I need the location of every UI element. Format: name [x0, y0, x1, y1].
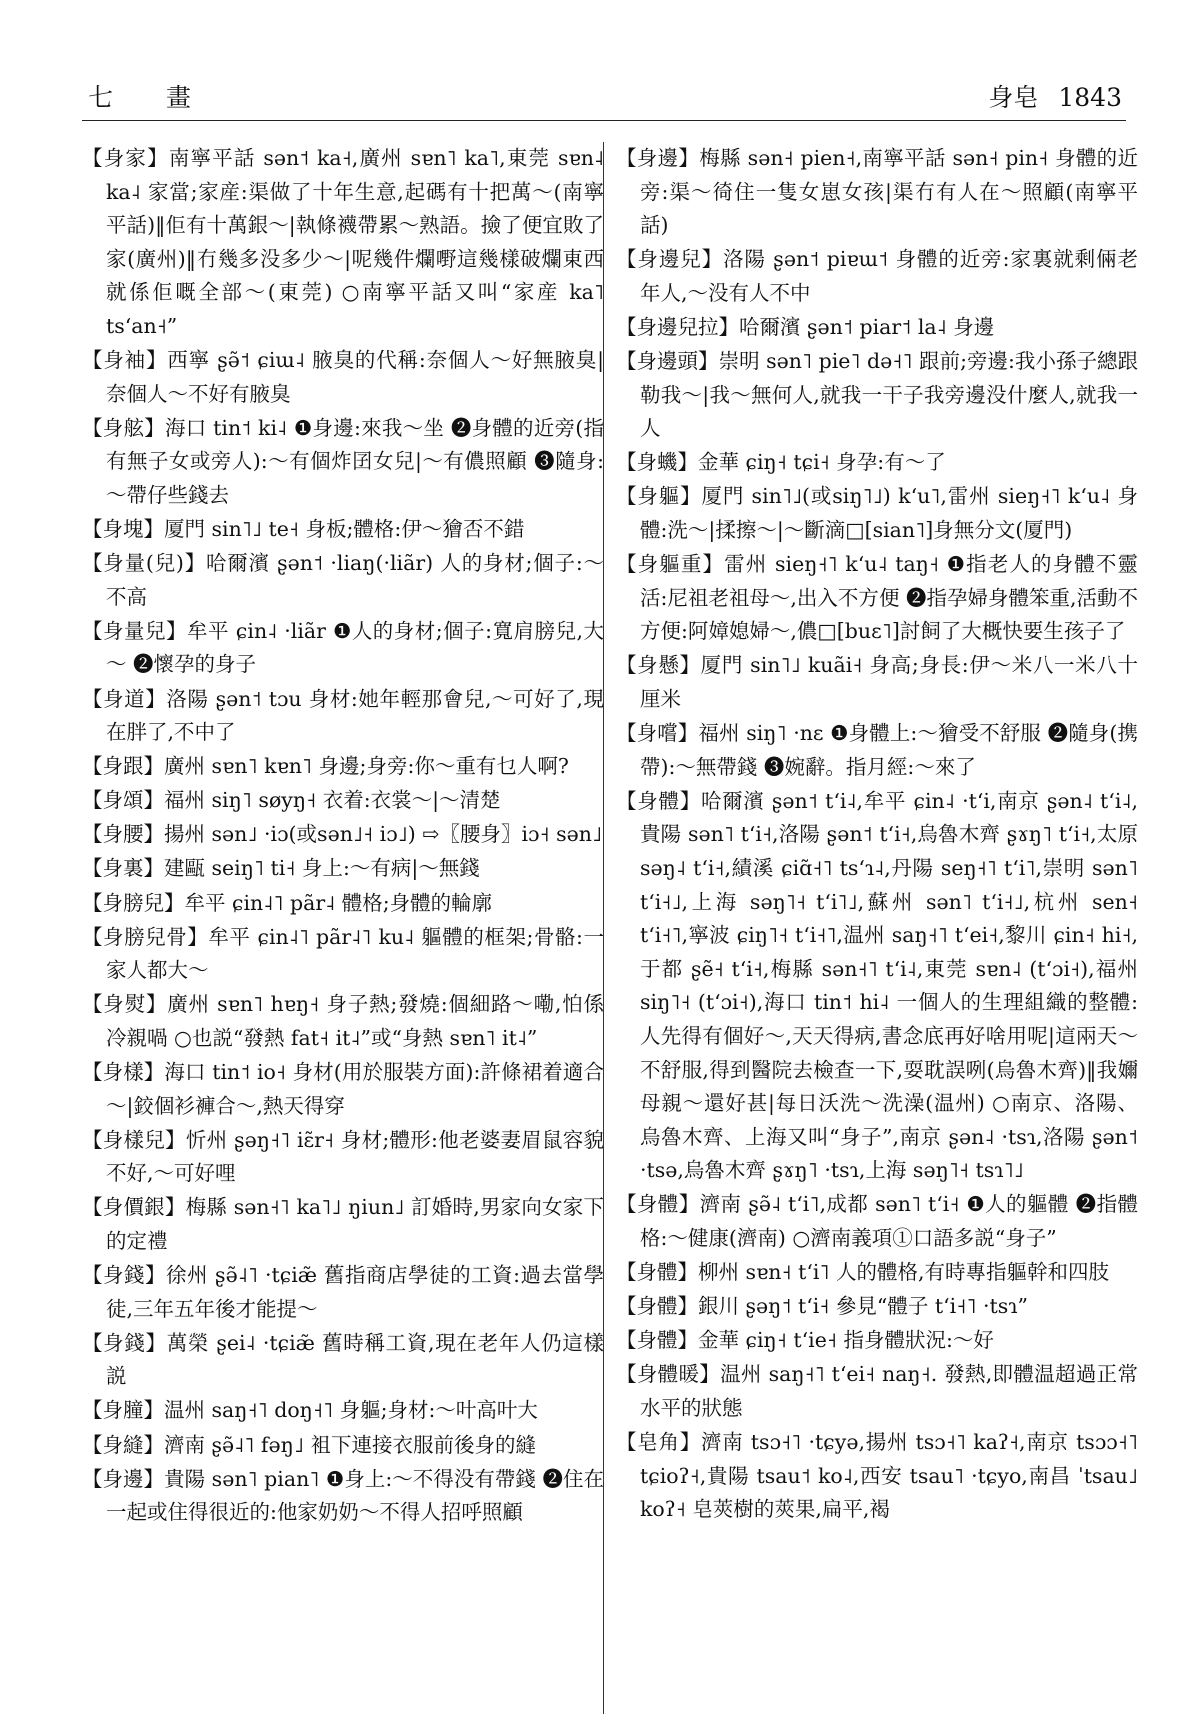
entry-headword: 【身樣】 [82, 1060, 165, 1085]
entry-headword: 【身體】 [616, 788, 701, 813]
entry-definition: 温州 saŋ˧˥ tʻei˧ naŋ˧. 發熱,即體温超過正常水平的狀態 [640, 1362, 1138, 1420]
entry-headword: 【身跟】 [82, 754, 164, 779]
dictionary-entry [82, 988, 604, 1055]
entry-definition: 海口 tin˦ ki˨ ❶身邊:來我～坐 ❷身體的近旁(指有無子女或旁人):～有個炸囝女兒|～有儂照顧 ❸隨身:～帶仔些錢去 [106, 415, 604, 507]
entry-headword: 【身邊兒拉】 [616, 314, 739, 339]
entry-definition: 洛陽 ʂən˦ piɐɯ˦ 身體的近旁:家裏就剩倆老年人,～没有人不中 [640, 247, 1138, 305]
dictionary-entry [82, 412, 604, 513]
dictionary-entry [82, 1429, 604, 1463]
entry-definition: 徐州 ʂə̃˨˥ ·tɕiæ̃ 舊指商店學徒的工資:過去當學徒,三年五年後才能提～ [106, 1263, 604, 1321]
column-divider [603, 142, 604, 1714]
entry-headword: 【身縫】 [82, 1432, 164, 1457]
entry-definition: 哈爾濱 ʂən˦ tʻi˨,牟平 ɕin˨ ·tʻi,南京 ʂən˨ tʻi˨,貴陽 sən˥ tʻi˧,洛陽 ʂən˦ tʻi˧,烏魯木齊 ʂɤŋ˥ tʻi˧,太原 səŋ˨ tʻi˧,績溪 ɕiɑ̃˧˥ tsʻɿ˨,丹陽 seŋ˧˥ tʻi˥,崇明 sən˥ tʻi˧˩,上海 səŋ˥˧ tʻi˥˩,蘇州 sən˥ tʻi˧˩,杭州 sen˧ tʻi˧˥,寧波 ɕiŋ˥˧ tʻi˧˥,温州 saŋ˧˥ tʻei˧,黎川 ɕin˧ hi˧,于都 ʂẽ˧ tʻi˧,梅縣 sən˧˥ tʻi˨,東莞 sɐn˨ (tʻɔi˧),福州 siŋ˥˧ (tʻɔi˧),海口 tin˦ hi˨ 一個人的生理組織的整體:人先得有個好～,天天得病,書念底再好啥用呢|這兩天～不舒服,得到醫院去檢查一下,耍耽誤咧(烏魯木齊)‖我嬭母親～還好甚|每日沃洗～洗澡(温州) ○南京、洛陽、烏魯木齊、上海又叫“身子”,南京 ʂən˨ ·tsɿ,洛陽 ʂən˦ ·tsə,烏魯木齊 ʂɤŋ˥ ·tsɿ,上海 səŋ˥˧ tsɿ˥˩ [640, 788, 1138, 1183]
dictionary-entry [82, 344, 604, 411]
entry-definition: 厦門 sin˥˩ te˧ 身板;體格:伊～獪否不錯 [164, 517, 525, 542]
entry-definition: 厦門 sin˥˩(或siŋ˥˩) kʻu˥,雷州 sieŋ˧˥ kʻu˨ 身體:洗～|揉擦～|～斷滴□[sian˥]身無分文(厦門) [640, 484, 1138, 543]
entry-definition: 福州 siŋ˥ ·nɛ ❶身體上:～獪受不舒服 ❷隨身(携帶):～無帶錢 ❸婉辭。指月經:～來了 [640, 721, 1138, 779]
entry-headword: 【身懸】 [616, 653, 701, 678]
entry-definition: 廣州 sɐn˥ hɐŋ˧ 身子熱;發燒:個細路～嘞,怕係冷親喎 ○也説“發熱 fat˧ it˨”或“身熱 sɐn˥ it˨” [106, 992, 604, 1050]
entry-headword: 【身袖】 [82, 348, 168, 373]
entry-definition: 雷州 sieŋ˧˥ kʻu˨ taŋ˧ ❶指老人的身體不靈活:尼祖老祖母～,出入不方便 ❷指孕婦身體笨重,活動不方便:阿嫜媳婦～,儂□[buɛ˥]討飼了大概快要生孩子了 [640, 552, 1138, 644]
entry-definition: 濟南 tsɔ˧˥ ·tɕyə,揚州 tsɔ˧˥ kaʔ˧,南京 tsɔɔ˧˥ tɕioʔ˧,貴陽 tsau˦ ko˨,西安 tsau˥ ·tɕyo,南昌 ˈtsau˩ koʔ˧ 皂莢樹的莢果,扁平,褐 [640, 1430, 1138, 1522]
entry-headword: 【身錢】 [82, 1263, 167, 1288]
entry-headword: 【身塊】 [82, 517, 164, 542]
dictionary-entry [616, 311, 1138, 345]
entry-headword: 【身軀】 [616, 484, 702, 509]
dictionary-entry [616, 1358, 1138, 1425]
dictionary-entry [616, 345, 1138, 446]
entry-definition: 南寧平話 sən˦ ka˧,廣州 sɐn˥ ka˥,東莞 sɐn˨ ka˨ 家當;家産:渠做了十年生意,起碼有十把萬～(南寧平話)‖佢有十萬銀～|執條襪帶累～熟語。撿了便宜敗了家(廣州)‖冇幾多没多少～|呢幾件爛嘢這幾樣破爛東西就係佢嘅全部～(東莞) ○南寧平話又叫“家産 ka˥ tsʻan˧” [106, 146, 604, 338]
dictionary-entry [82, 887, 604, 921]
entry-definition: 建甌 seiŋ˥ ti˧ 身上:～有病|～無錢 [164, 856, 480, 881]
dictionary-entry [616, 142, 1138, 243]
dictionary-entry [82, 1056, 604, 1123]
entry-definition: 福州 siŋ˥ søyŋ˧ 衣着:衣裳～|～清楚 [164, 788, 501, 813]
entry-definition: 忻州 ʂəŋ˧˥ iɛ̃r˧ 身材;體形:他老婆妻眉鼠容貌不好,～可好哩 [106, 1127, 604, 1186]
entry-definition: 金華 ɕiŋ˧ tʻie˧ 指身體狀況:～好 [698, 1328, 994, 1353]
entry-headword: 【身價銀】 [82, 1195, 186, 1220]
dictionary-entry [82, 750, 604, 784]
entry-headword: 【身嚐】 [616, 721, 699, 746]
section-title: 七 畫 [88, 83, 206, 112]
entry-definition: 哈爾濱 ʂən˦ piar˦ la˨ 身邊 [739, 314, 995, 339]
entry-definition: 金華 ɕiŋ˧ tɕi˧ 身孕:有～了 [698, 450, 946, 475]
page-number: 1843 [1058, 83, 1122, 112]
entry-definition: 厦門 sin˥˩ kuãi˧ 身高;身長:伊～米八一米八十厘米 [640, 653, 1138, 711]
entry-definition: 海口 tin˦ io˧ 身材(用於服裝方面):許條裙着適合～|鉸個衫褲合～,熱天得穿 [106, 1060, 604, 1118]
entry-headword: 【身膀兒骨】 [82, 924, 209, 949]
entry-headword: 【身熨】 [82, 992, 168, 1017]
dictionary-entry [82, 1259, 604, 1326]
dictionary-entry [82, 547, 604, 614]
entry-headword: 【身樣兒】 [82, 1127, 186, 1152]
entry-headword: 【身裏】 [82, 856, 164, 881]
dictionary-entry [82, 683, 604, 750]
entry-headword: 【身體暖】 [616, 1362, 721, 1387]
entry-headword: 【身錢】 [82, 1330, 167, 1355]
entry-headword: 【身頌】 [82, 788, 164, 813]
entry-headword: 【身膀兒】 [82, 890, 185, 915]
dictionary-entry [82, 1463, 604, 1530]
dictionary-entry [82, 1124, 604, 1191]
entry-headword: 【身邊】 [616, 146, 700, 170]
dictionary-entry [82, 513, 604, 547]
entry-definition: 萬榮 ʂei˨ ·tɕiæ̃ 舊時稱工資,現在老年人仍這樣説 [106, 1330, 604, 1389]
entry-headword: 【身腰】 [82, 822, 164, 847]
entry-headword: 【身道】 [82, 686, 167, 711]
dictionary-entry [82, 142, 604, 344]
dictionary-entry [616, 243, 1138, 310]
right-column [616, 142, 1138, 1714]
entry-headword: 【身體】 [616, 1192, 700, 1217]
entry-headword: 【身量(兒)】 [82, 551, 206, 576]
running-head: 身皂 [988, 83, 1039, 112]
dictionary-entry [82, 615, 604, 682]
dictionary-entry [616, 1290, 1138, 1324]
entry-headword: 【身蟣】 [616, 450, 698, 475]
page-header-right [988, 78, 1122, 114]
entry-definition: 濟南 ʂə̃˨ tʻi˥,成都 sən˥ tʻi˧ ❶人的軀體 ❷指體格:～健康(濟南) ○濟南義項①口語多説“身子” [640, 1192, 1138, 1250]
entry-headword: 【身家】 [82, 146, 169, 170]
entry-headword: 【身邊】 [82, 1466, 165, 1491]
entry-definition: 梅縣 sən˧ pien˧,南寧平話 sən˧ pin˧ 身體的近旁:渠～徛住一隻女崽女孩|渠冇有人在～照顧(南寧平話) [640, 146, 1138, 238]
entry-headword: 【身膧】 [82, 1398, 164, 1423]
entry-definition: 洛陽 ʂən˦ tɔu 身材:她年輕那會兒,～可好了,現在胖了,不中了 [106, 686, 604, 745]
entry-definition: 梅縣 sən˧˥ ka˥˩ ŋiun˩ 訂婚時,男家向女家下的定禮 [106, 1195, 604, 1253]
dictionary-entry [616, 785, 1138, 1188]
entry-headword: 【身舷】 [82, 415, 165, 440]
entry-definition: 濟南 ʂə̃˨˥ fəŋ˩ 袓下連接衣服前後身的縫 [164, 1432, 536, 1457]
dictionary-entry [616, 1426, 1138, 1527]
dictionary-entry [616, 1188, 1138, 1255]
entry-definition: 牟平 ɕin˨˥ pãr˨ 體格;身體的輪廓 [184, 890, 493, 915]
entry-definition: 銀川 ʂəŋ˦ tʻi˧ 參見“體子 tʻi˧˥ ·tsɿ” [698, 1294, 1029, 1319]
dictionary-entry [82, 921, 604, 988]
entry-definition: 柳州 sɐn˧ tʻi˥ 人的體格,有時專指軀幹和四肢 [698, 1260, 1110, 1285]
dictionary-entry [82, 852, 604, 886]
entry-headword: 【身體】 [616, 1260, 698, 1285]
entry-headword: 【身體】 [616, 1294, 698, 1319]
left-column [82, 142, 604, 1714]
entry-definition: 温州 saŋ˧˥ doŋ˧˥ 身軀;身材:～叶高叶大 [164, 1398, 538, 1423]
dictionary-entry [82, 1394, 604, 1428]
dictionary-entry [616, 1324, 1138, 1358]
entry-definition: 牟平 ɕin˨˥ pãr˨˥ ku˨ 軀體的框架;骨骼:一家人都大～ [106, 924, 604, 983]
dictionary-entry [616, 1256, 1138, 1290]
dictionary-entry [616, 548, 1138, 649]
entry-definition: 西寧 ʂə̃˦ ɕiɯ˨ 腋臭的代稱:奈個人～好無腋臭|奈個人～不好有腋臭 [106, 348, 604, 406]
dictionary-entry [616, 717, 1138, 784]
dictionary-entry [616, 446, 1138, 480]
dictionary-entry [616, 649, 1138, 716]
dictionary-entry [82, 1327, 604, 1394]
entry-headword: 【身邊頭】 [616, 349, 719, 374]
entry-headword: 【身軀重】 [616, 552, 725, 577]
entry-headword: 【身量兒】 [82, 618, 187, 643]
entry-headword: 【身邊兒】 [616, 247, 724, 272]
dictionary-entry [82, 1191, 604, 1258]
dictionary-entry [82, 818, 604, 852]
entry-headword: 【身體】 [616, 1328, 698, 1353]
entry-definition: 廣州 sɐn˥ kɐn˥ 身邊;身旁:你～重有乜人啊? [164, 754, 569, 779]
dictionary-entry [616, 480, 1138, 547]
entry-headword: 【皂角】 [616, 1430, 702, 1455]
entry-definition: 哈爾濱 ʂən˦ ·liaŋ(·liãr) 人的身材;個子:～不高 [106, 551, 604, 609]
entry-definition: 揚州 sən˩ ·iɔ(或sən˩˧ iɔ˩) ⇨〖腰身〗iɔ˧ sən˩ [164, 822, 603, 847]
dictionary-entry [82, 784, 604, 818]
entry-definition: 貴陽 sən˥ pian˥ ❶身上:～不得没有帶錢 ❷住在一起或住得很近的:他家奶奶～不得人招呼照顧 [106, 1466, 604, 1525]
entry-definition: 崇明 sən˥ pie˥ də˧˥ 跟前;旁邊:我小孫子總跟勒我～|我～無何人,就我一干子我旁邊没什麼人,就我一人 [640, 349, 1138, 441]
header-rule [82, 120, 1126, 121]
entry-definition: 牟平 ɕin˨ ·liãr ❶人的身材;個子:寬肩膀兒,大～ ❷懷孕的身子 [106, 618, 604, 677]
